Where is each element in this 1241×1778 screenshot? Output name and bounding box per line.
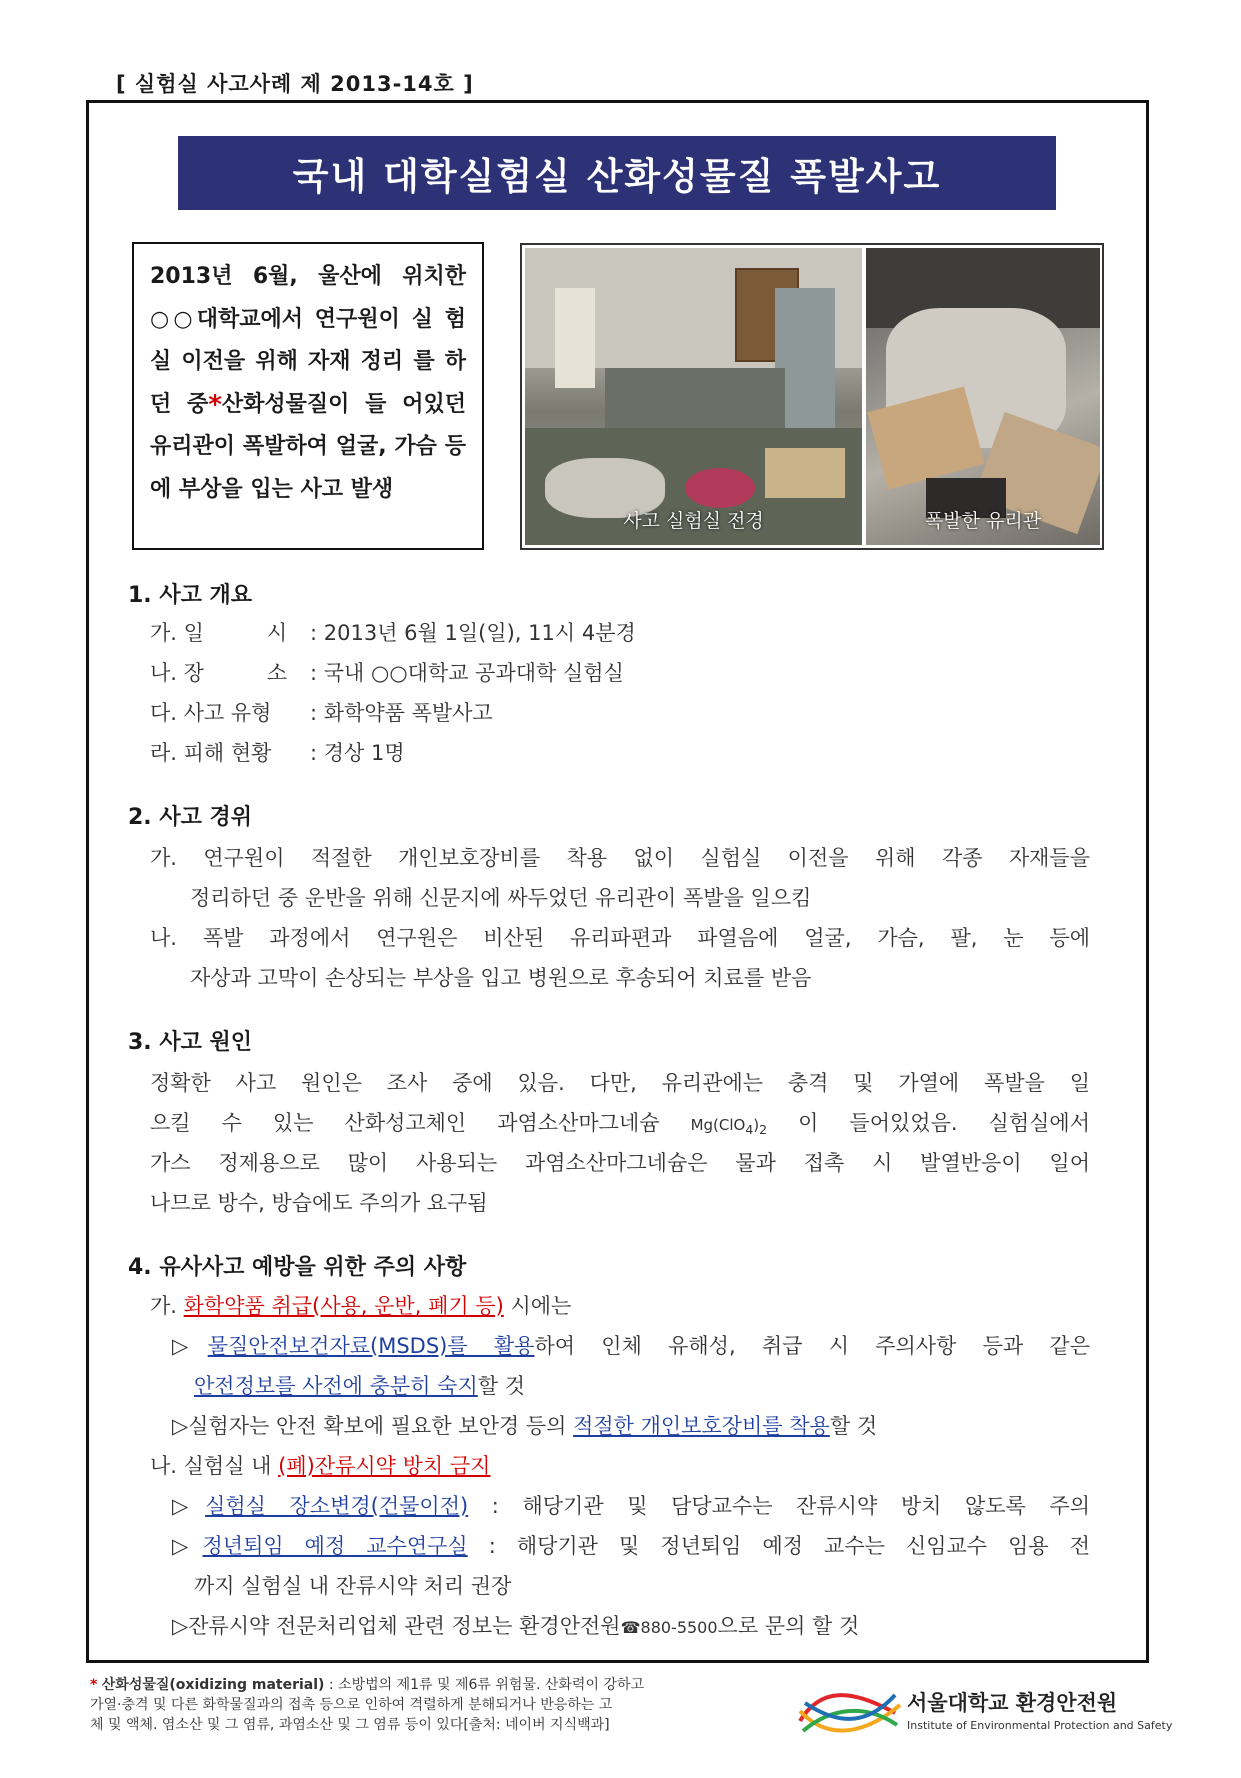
highlight-text: 화학약품 취급(사용, 운반, 폐기 등) — [183, 1294, 504, 1318]
emphasis-text: 실험실 장소변경(건물이전) — [205, 1494, 469, 1518]
prevention-subitem: ▷실험자는 안전 확보에 필요한 보안경 등의 적절한 개인보호장비를 착용할 것 — [172, 1414, 878, 1438]
photo-caption: 사고 실험실 전경 — [623, 510, 764, 532]
summary-text: 를 하던 중 — [150, 349, 466, 417]
cause-text: 나므로 방수, 방습에도 주의가 요구됨 — [150, 1191, 488, 1215]
document-number: [ 실험실 사고사례 제 2013-14호 ] — [116, 72, 474, 96]
phone-number: ☎880-5500 — [620, 1618, 718, 1637]
overview-label: 나. 장 소 — [150, 661, 288, 685]
emphasis-text: 적절한 개인보호장비를 착용 — [573, 1414, 830, 1438]
footnote-marker: * — [90, 1677, 98, 1693]
process-text: 정리하던 중 운반을 위해 신문지에 싸두었던 유리관이 폭발을 일으킴 — [190, 886, 812, 910]
exploded-tube-photo — [866, 248, 1100, 545]
summary-text: 어있던 유리관이 폭발하여 — [150, 391, 466, 459]
prevention-item: 가. 화학약품 취급(사용, 운반, 폐기 등) 시에는 — [150, 1294, 572, 1318]
photo-caption: 폭발한 유리관 — [924, 510, 1042, 532]
prevention-subitem: 안전정보를 사전에 충분히 숙지할 것 — [194, 1374, 525, 1398]
overview-value: : 화학약품 폭발사고 — [310, 701, 493, 725]
chemical-formula: $Mg(ClO_4)_2$ — [690, 1116, 768, 1137]
emphasis-text: 물질안전보건자료(MSDS)를 활용 — [207, 1334, 535, 1358]
institute-logo-mark — [795, 1683, 905, 1745]
section-heading: 2. 사고 경위 — [128, 805, 252, 830]
footnote: * 산화성물질(oxidizing material) : 소방법의 제1류 및 제6류 위험물. 산화력이 강하고 가열·충격 및 다른 화학물질과의 접촉 등으로 인하여 격렬하게 분해되거나 반응하는 고 체 및 액체. 염소산 및 그 염류, 과염소산 및 그 염류 등이 있다[출처: 네이버 지식백과] — [90, 1677, 644, 1733]
summary-text: 얼굴, 가슴 등에 부상을 입는 — [150, 434, 466, 502]
lab-overview-photo — [525, 248, 862, 545]
overview-label: 가. 일 시 — [150, 621, 288, 645]
prevention-subitem: ▷정년퇴임 예정 교수연구실 : 해당기관 및 정년퇴임 예정 교수는 신임교수 임용 전 — [172, 1534, 1090, 1558]
summary-text: 2013년 6월, 울산에 위치한 — [150, 264, 466, 289]
footnote-term: 산화성물질(oxidizing material) — [101, 1677, 325, 1693]
cause-text: 으킬 수 있는 산화성고체인 과염소산마그네슘 $Mg(ClO_4)_2$ 이 들어있었음. 실험실에서 — [150, 1111, 1090, 1137]
summary-text: 산화성물질이 들 — [221, 391, 387, 417]
section-heading: 3. 사고 원인 — [128, 1030, 252, 1055]
incident-photos — [520, 243, 1104, 550]
institute-logo — [795, 1683, 1173, 1745]
prevention-subitem: 까지 실험실 내 잔류시약 처리 권장 — [194, 1574, 512, 1598]
overview-value: : 경상 1명 — [310, 741, 405, 765]
summary-text: 험실 이전을 위해 자재 정리 — [150, 306, 466, 374]
cause-text: 가스 정제용으로 많이 사용되는 과염소산마그네슘은 물과 접촉 시 발열반응이 일어 — [150, 1151, 1090, 1175]
section-heading: 1. 사고 개요 — [128, 583, 252, 608]
overview-value: : 2013년 6월 1일(일), 11시 4분경 — [310, 621, 636, 645]
institute-name-english: Institute of Environmental Protection and Safety — [907, 1719, 1173, 1732]
footnote-marker: * — [208, 389, 222, 420]
document-title: 국내 대학실험실 산화성물질 폭발사고 — [178, 136, 1056, 210]
prevention-subitem: ▷실험실 장소변경(건물이전) : 해당기관 및 담당교수는 잔류시약 방치 않도록 주의 — [172, 1494, 1090, 1518]
prevention-subitem: ▷물질안전보건자료(MSDS)를 활용하여 인체 유해성, 취급 시 주의사항 등과 같은 — [172, 1334, 1091, 1358]
prevention-item: 나. 실험실 내 (폐)잔류시약 방치 금지 — [150, 1454, 491, 1478]
process-text: 가. 연구원이 적절한 개인보호장비를 착용 없이 실험실 이전을 위해 각종 자재들을 — [150, 846, 1090, 870]
summary-text: ○○대학교에서 연구원이 실 — [150, 306, 433, 332]
institute-name: 서울대학교 환경안전원 — [907, 1691, 1118, 1715]
highlight-text: (폐)잔류시약 방치 금지 — [278, 1454, 491, 1478]
process-text: 나. 폭발 과정에서 연구원은 비산된 유리파편과 파열음에 얼굴, 가슴, 팔, 눈 등에 — [150, 926, 1090, 950]
emphasis-text: 정년퇴임 예정 교수연구실 — [202, 1534, 468, 1558]
cause-text: 정확한 사고 원인은 조사 중에 있음. 다만, 유리관에는 충격 및 가열에 폭발을 일 — [150, 1071, 1090, 1095]
summary-text: 사고 발생 — [300, 476, 394, 502]
process-text: 자상과 고막이 손상되는 부상을 입고 병원으로 후송되어 치료를 받음 — [190, 966, 812, 990]
section-heading: 4. 유사사고 예방을 위한 주의 사항 — [128, 1255, 467, 1280]
emphasis-text: 안전정보를 사전에 충분히 숙지 — [194, 1374, 478, 1398]
overview-label: 다. 사고 유형 — [150, 701, 272, 725]
overview-value: : 국내 ○○대학교 공과대학 실험실 — [310, 661, 624, 685]
incident-summary — [132, 242, 484, 550]
prevention-subitem: ▷잔류시약 전문처리업체 관련 정보는 환경안전원☎880-5500으로 문의 할 것 — [172, 1614, 860, 1638]
overview-label: 라. 피해 현황 — [150, 741, 272, 765]
